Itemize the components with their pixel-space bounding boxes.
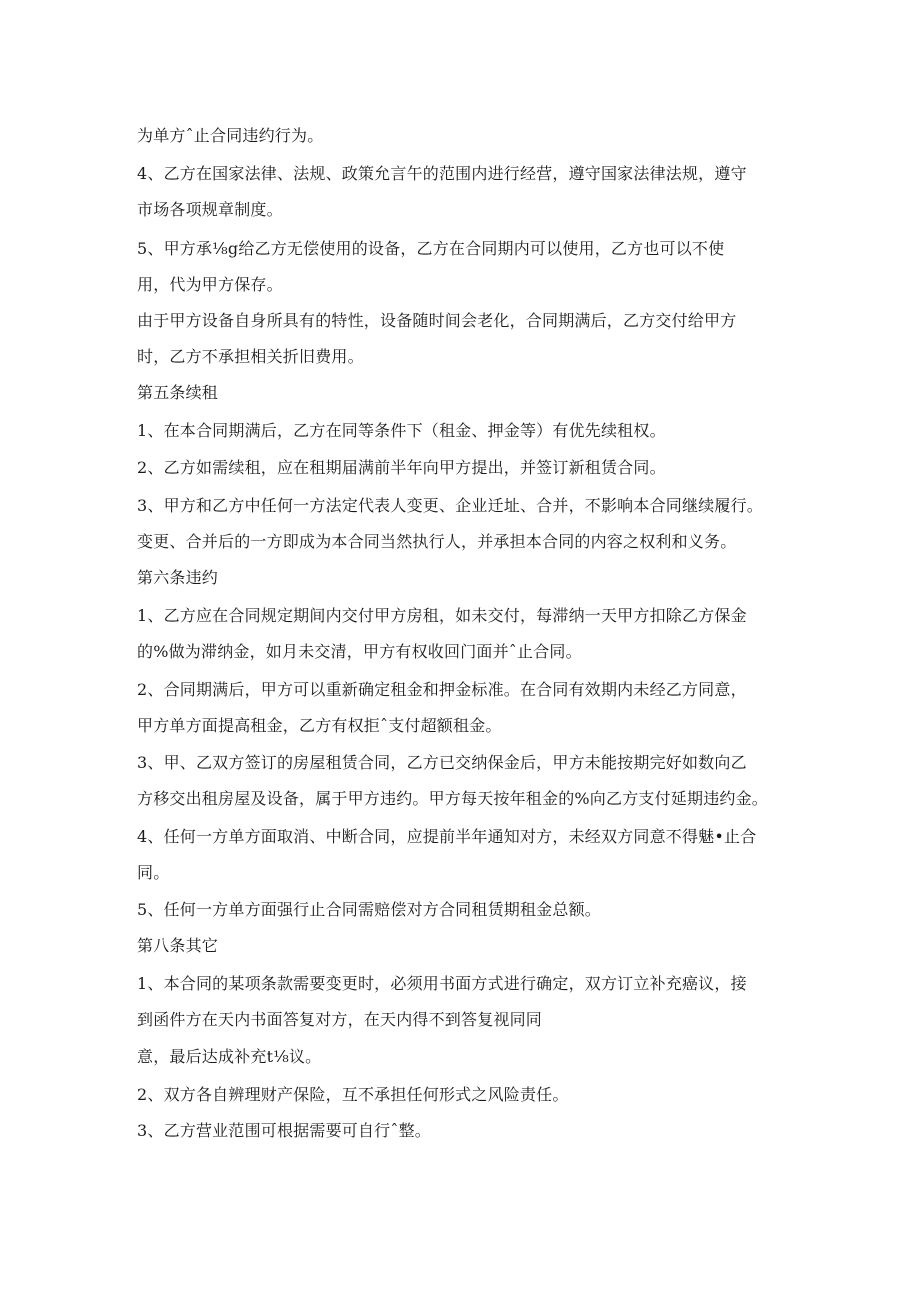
- text-line: 1、乙方应在合同规定期间内交付甲方房租，如未交付，每滞纳一天甲方扣除乙方保金: [137, 606, 747, 625]
- text-line: 由于甲方设备自身所具有的特性，设备随时间会老化，合同期满后，乙方交付给甲方: [137, 311, 737, 330]
- text-line: 同。: [137, 863, 170, 882]
- text-line: 甲方单方面提高租金，乙方有权拒ˆ支付超额租金。: [137, 716, 502, 735]
- text-line: 3、甲方和乙方中任何一方法定代表人变更、企业迁址、合并，不影响本合同继续履行。: [137, 496, 763, 515]
- text-line: 5、任何一方单方面强行止合同需赔偿对方合同租赁期租金总额。: [137, 900, 601, 919]
- text-line: 变更、合并后的一方即成为本合同当然执行人，并承担本合同的内容之权利和义务。: [137, 532, 737, 551]
- text-line: 2、双方各自辨理财产保险，互不承担任何形式之风险责任。: [137, 1085, 569, 1104]
- text-line: 1、在本合同期满后，乙方在同等条件下（租金、押金等）有优先续租权。: [137, 421, 666, 440]
- text-line: 的%做为滞纳金，如月未交清，甲方有权收回门面并ˆ止合同。: [137, 642, 582, 661]
- text-line: 方移交出租房屋及设备，属于甲方违约。甲方每天按年租金的%向乙方支付延期违约金。: [137, 789, 769, 808]
- text-line: 市场各项规章制度。: [137, 200, 283, 219]
- text-line: 2、乙方如需续租，应在租期届满前半年向甲方提出，并签订新租赁合同。: [137, 458, 666, 477]
- text-line: 5、甲方承⅛g给乙方无偿使用的设备，乙方在合同期内可以使用，乙方也可以不使: [137, 239, 725, 258]
- text-line: 3、甲、乙双方签订的房屋租赁合同，乙方已交纳保金后，甲方未能按期完好如数向乙: [137, 753, 747, 772]
- text-line: 1、本合同的某项条款需要变更时，必须用书面方式进行确定，双方订立补充癌议，接: [137, 974, 747, 993]
- text-line: 3、乙方营业范围可根据需要可自行ˆ整。: [137, 1121, 431, 1140]
- text-line: 为单方ˆ止合同违约行为。: [137, 126, 324, 145]
- text-line: 2、合同期满后，甲方可以重新确定租金和押金标准。在合同有效期内未经乙方同意，: [137, 680, 747, 699]
- text-line: 到函件方在天内书面答复对方，在天内得不到答复视同同: [137, 1010, 543, 1029]
- section-heading: 第六条违约: [137, 568, 219, 587]
- text-line: 意，最后达成补充t⅛议。: [137, 1047, 322, 1066]
- section-heading: 第八条其它: [137, 936, 219, 955]
- text-line: 4、乙方在国家法律、法规、政策允言午的范围内进行经营，遵守国家法律法规，遵守: [137, 164, 747, 183]
- section-heading: 第五条续租: [137, 383, 219, 402]
- text-line: 时，乙方不承担相关折旧费用。: [137, 347, 364, 366]
- text-line: 4、任何一方单方面取消、中断合同，应提前半年通知对方，未经双方同意不得魅•止合: [137, 827, 757, 846]
- text-line: 用，代为甲方保存。: [137, 275, 283, 294]
